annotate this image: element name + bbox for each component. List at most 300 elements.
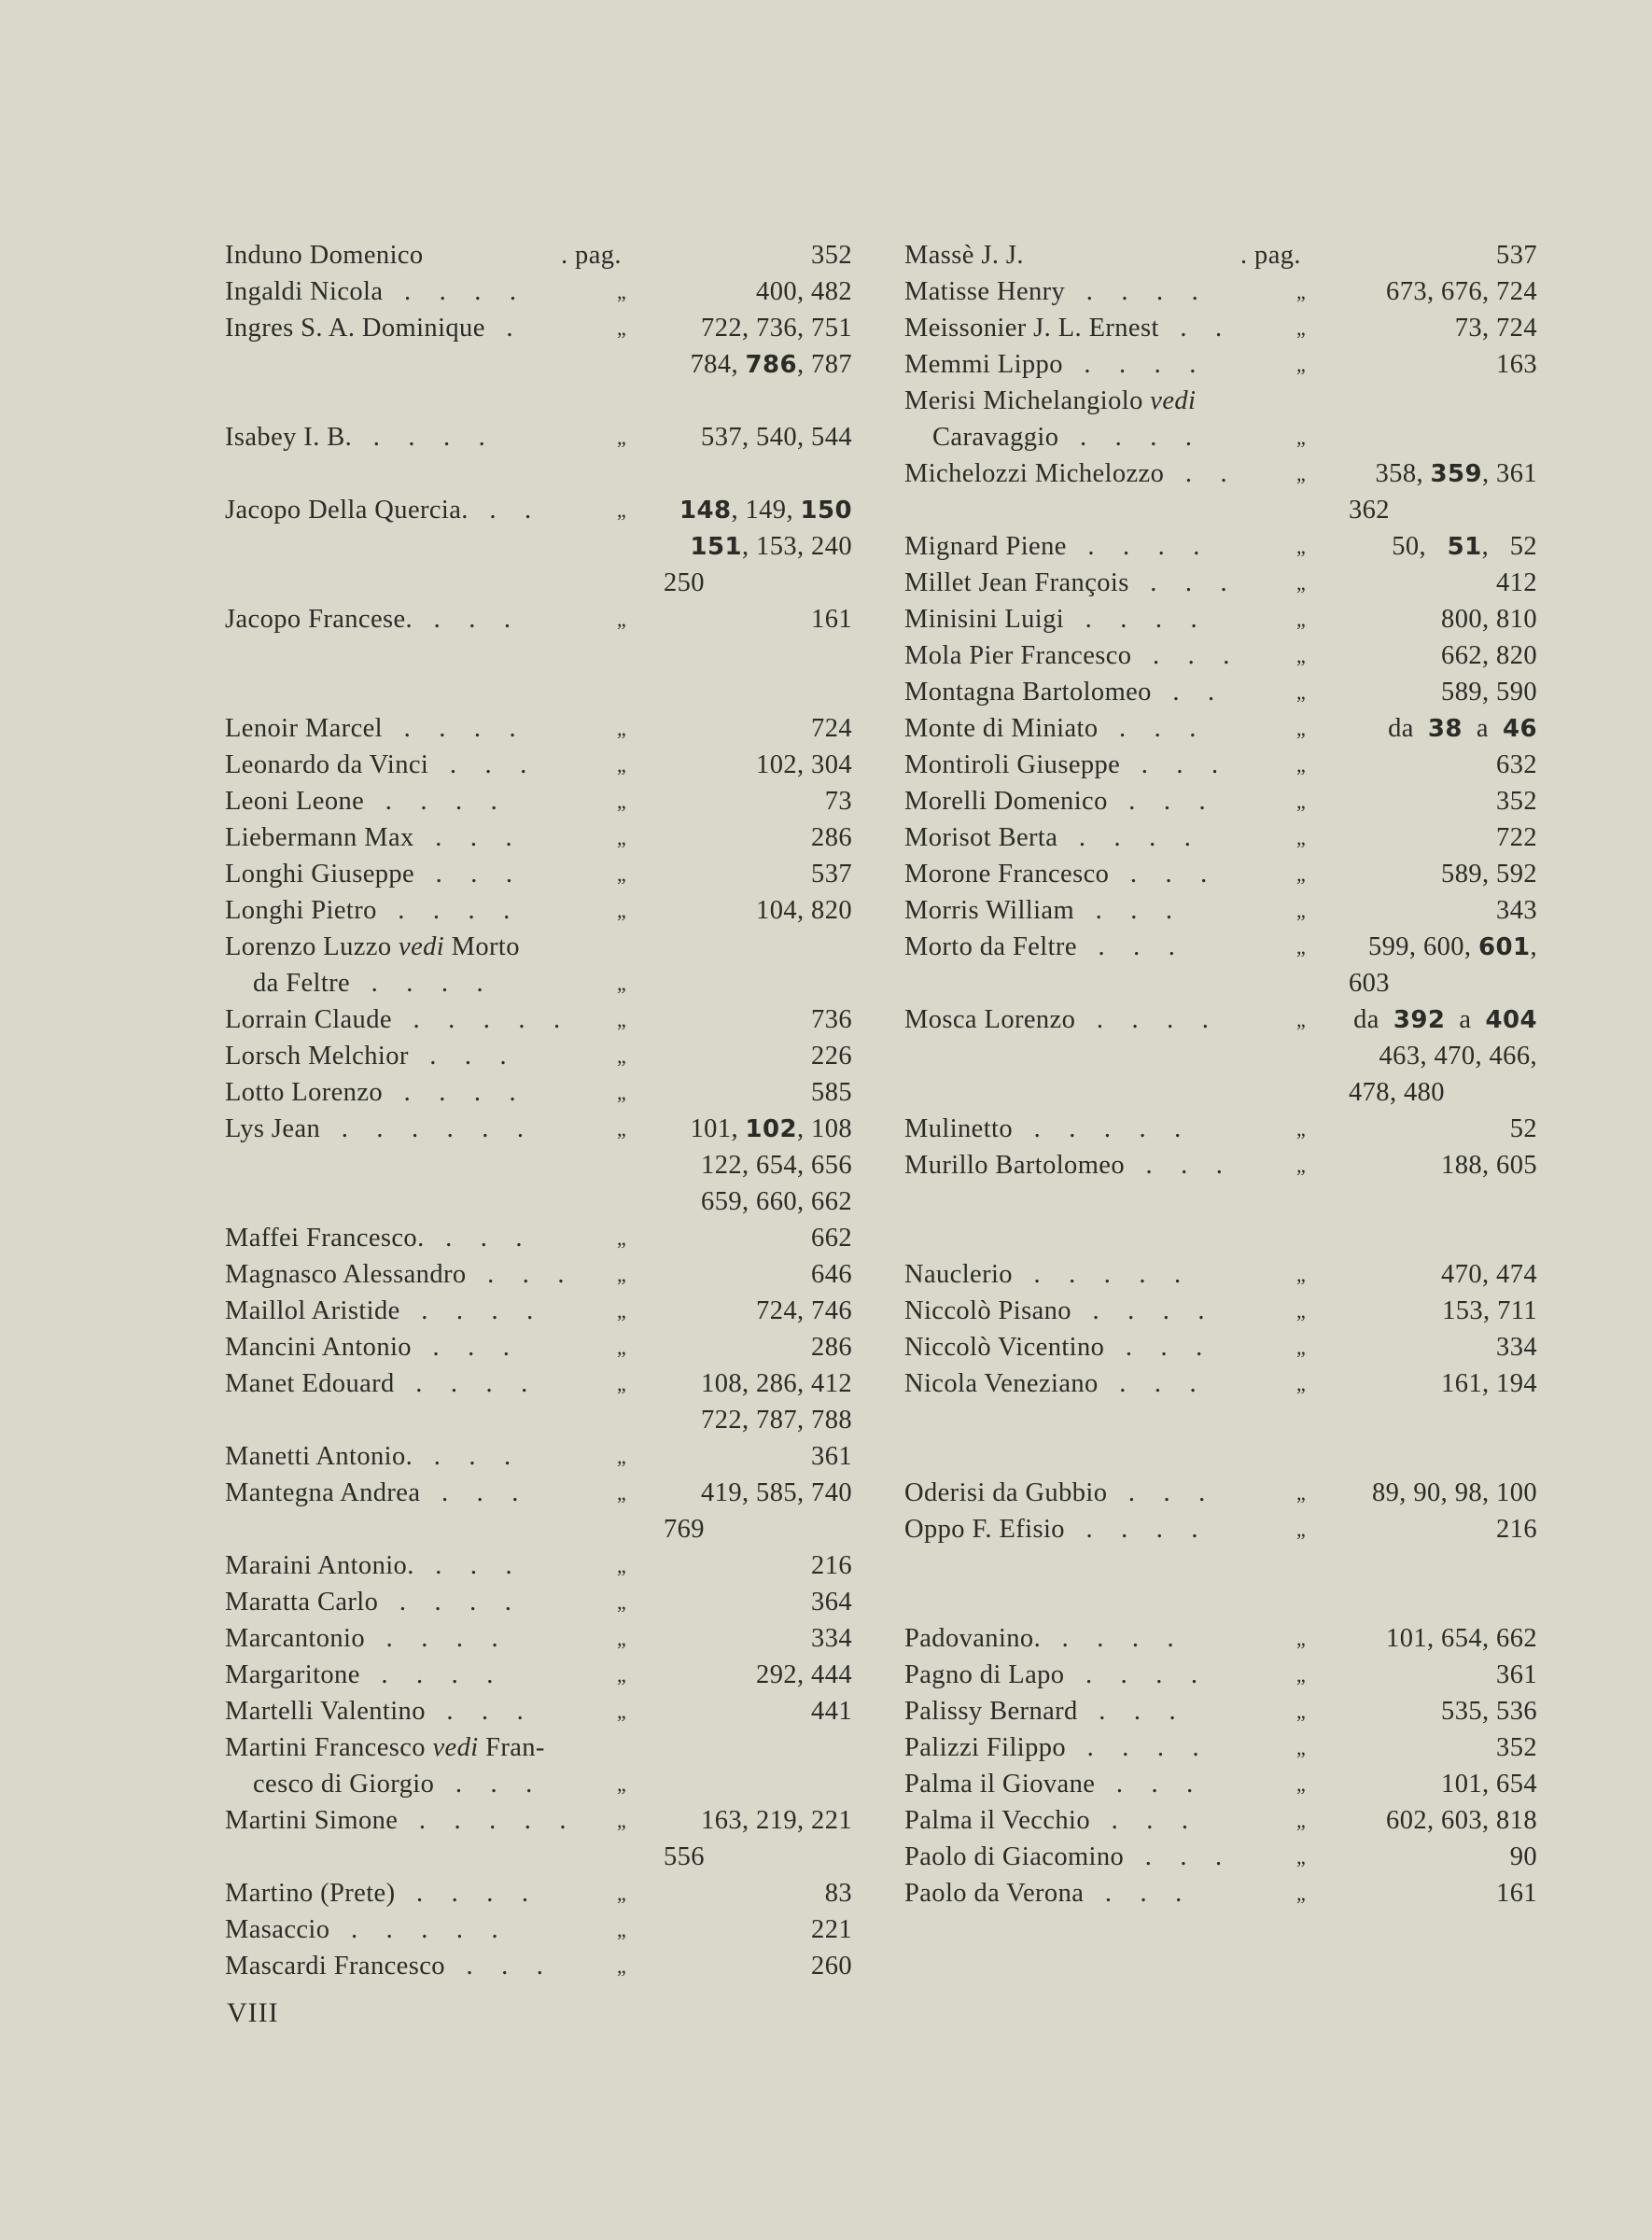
index-entry-continuation xyxy=(904,965,1537,1001)
index-entry xyxy=(225,1584,852,1620)
index-entry xyxy=(904,1147,1537,1183)
index-entry xyxy=(225,1329,852,1365)
page-numbers: 585 xyxy=(811,1078,852,1107)
entry-name: Longhi Pietro . . . . xyxy=(225,896,511,925)
entry-name: Mignard Piene . . . . xyxy=(904,532,1200,561)
entry-name: Morelli Domenico . . . xyxy=(904,787,1207,816)
entry-name: Martini Francesco vedi Fran- xyxy=(225,1733,545,1762)
ditto-mark: „ xyxy=(617,1044,627,1068)
index-entry xyxy=(225,1365,852,1402)
index-entry xyxy=(904,1693,1537,1729)
index-entry xyxy=(904,856,1537,892)
page-numbers: 334 xyxy=(1496,1333,1537,1362)
page-numbers: 108, 286, 412 xyxy=(701,1369,852,1398)
page-numbers: 632 xyxy=(1496,750,1537,779)
index-entry xyxy=(904,273,1537,310)
page-numbers: 659, 660, 662 xyxy=(701,1187,852,1216)
index-entry xyxy=(904,565,1537,601)
ditto-mark: „ xyxy=(1296,1154,1307,1177)
entry-name: Liebermann Max . . . xyxy=(225,823,513,852)
ditto-mark: „ xyxy=(1296,571,1307,595)
entry-name: Meissonier J. L. Ernest . . xyxy=(904,314,1223,343)
index-entry xyxy=(225,419,852,455)
index-entry xyxy=(225,1438,852,1475)
page-numbers: 412 xyxy=(1496,568,1537,597)
page-numbers: 216 xyxy=(811,1551,852,1580)
index-entry xyxy=(225,1293,852,1329)
entry-name: Manetti Antonio. . . . xyxy=(225,1442,511,1471)
page-numbers: 122, 654, 656 xyxy=(701,1151,852,1180)
ditto-mark: „ xyxy=(1296,1008,1307,1031)
index-entry xyxy=(904,1293,1537,1329)
index-entry-continuation xyxy=(904,1038,1537,1074)
entry-name: Isabey I. B. . . . . xyxy=(225,423,486,452)
entry-name: Manet Edouard . . . . xyxy=(225,1369,528,1398)
index-column-left xyxy=(225,237,852,1984)
index-entry xyxy=(904,1766,1537,1802)
page-numbers: 724, 746 xyxy=(756,1296,852,1325)
entry-name: Millet Jean François . . . xyxy=(904,568,1228,597)
page-numbers: 769 xyxy=(664,1515,705,1544)
ditto-mark: „ xyxy=(617,1554,627,1577)
page-numbers: 535, 536 xyxy=(1441,1697,1537,1726)
index-entry xyxy=(904,346,1537,383)
ditto-mark: „ xyxy=(1296,1299,1307,1323)
entry-name: Lorenzo Luzzo vedi Morto xyxy=(225,932,520,961)
ditto-mark: „ xyxy=(1296,1736,1307,1759)
ditto-mark: „ xyxy=(1296,1117,1307,1141)
index-entry xyxy=(904,892,1537,929)
ditto-mark: „ xyxy=(1296,1481,1307,1505)
index-entry xyxy=(225,237,852,273)
entry-name: cesco di Giorgio . . . xyxy=(253,1770,533,1799)
page-numbers: 343 xyxy=(1496,896,1537,925)
page-numbers: 364 xyxy=(811,1588,852,1617)
page-numbers: 646 xyxy=(811,1260,852,1289)
ditto-mark: „ xyxy=(1296,608,1307,631)
index-entry xyxy=(225,1475,852,1511)
page-numbers: 556 xyxy=(664,1842,705,1871)
entry-name: Palizzi Filippo . . . . xyxy=(904,1733,1200,1762)
page-numbers: 101, 102, 108 xyxy=(690,1114,852,1143)
spacer xyxy=(225,674,852,710)
ditto-mark: „ xyxy=(1296,1372,1307,1395)
index-entry xyxy=(904,783,1537,819)
entry-name: Mulinetto . . . . . xyxy=(904,1114,1182,1143)
entry-name: Longhi Giuseppe . . . xyxy=(225,860,513,889)
page-folio: VIII xyxy=(227,1997,279,2028)
index-entry xyxy=(904,1802,1537,1839)
page-numbers: 153, 711 xyxy=(1442,1296,1537,1325)
page-numbers: 148, 149, 150 xyxy=(679,496,852,525)
entry-name: Morris William . . . xyxy=(904,896,1173,925)
page-numbers: da 38 a 46 xyxy=(1388,714,1537,743)
page-numbers: 736 xyxy=(811,1005,852,1034)
entry-name: Ingaldi Nicola . . . . xyxy=(225,277,517,306)
ditto-mark: „ xyxy=(617,1918,627,1941)
index-entry xyxy=(225,1729,852,1766)
page-numbers: 463, 470, 466, xyxy=(1379,1042,1537,1071)
index-entry xyxy=(225,1766,852,1802)
entry-name: Oppo F. Efisio . . . . xyxy=(904,1515,1198,1544)
entry-name: Mancini Antonio . . . xyxy=(225,1333,511,1362)
page-numbers: 161, 194 xyxy=(1441,1369,1537,1398)
index-entry xyxy=(225,819,852,856)
page-numbers: 358, 359, 361 xyxy=(1375,459,1537,488)
index-entry xyxy=(904,1620,1537,1657)
ditto-mark: „ xyxy=(617,1445,627,1468)
page-numbers: 537 xyxy=(811,860,852,889)
index-column-right xyxy=(904,237,1537,1911)
ditto-mark: „ xyxy=(1296,644,1307,667)
entry-name: Lorrain Claude . . . . . xyxy=(225,1005,561,1034)
entry-name: Ingres S. A. Dominique . xyxy=(225,314,513,343)
ditto-mark: „ xyxy=(1296,1845,1307,1869)
index-entry xyxy=(904,1729,1537,1766)
page-numbers: 101, 654, 662 xyxy=(1386,1624,1537,1653)
page-numbers: da 392 a 404 xyxy=(1353,1005,1537,1034)
page-numbers: 52 xyxy=(1509,1114,1537,1143)
ditto-mark: „ xyxy=(617,1700,627,1723)
ditto-mark: „ xyxy=(617,426,627,449)
entry-name: Leoni Leone . . . . xyxy=(225,787,498,816)
index-entry xyxy=(904,1329,1537,1365)
index-entry xyxy=(904,1839,1537,1875)
entry-name: Memmi Lippo . . . . xyxy=(904,350,1197,379)
index-entry xyxy=(225,601,852,637)
index-entry-continuation xyxy=(225,1147,852,1183)
index-entry xyxy=(904,601,1537,637)
page-numbers: 151, 153, 240 xyxy=(690,532,852,561)
ditto-mark: „ xyxy=(617,1336,627,1359)
page-numbers: 286 xyxy=(811,823,852,852)
entry-name: Montagna Bartolomeo . . xyxy=(904,678,1215,707)
index-entry xyxy=(225,892,852,929)
ditto-mark: „ xyxy=(617,862,627,886)
page-numbers: 352 xyxy=(811,241,852,270)
page-numbers: 104, 820 xyxy=(756,896,852,925)
pag-label: . pag. xyxy=(1240,241,1301,270)
index-entry xyxy=(904,1001,1537,1038)
index-entry xyxy=(225,1911,852,1948)
page-numbers: 163 xyxy=(1496,350,1537,379)
entry-name: Morisot Berta . . . . xyxy=(904,823,1192,852)
index-entry xyxy=(904,1256,1537,1293)
page-numbers: 603 xyxy=(1349,969,1390,998)
ditto-mark: „ xyxy=(617,753,627,777)
page-numbers: 216 xyxy=(1496,1515,1537,1544)
index-entry xyxy=(225,965,852,1001)
spacer xyxy=(225,455,852,492)
ditto-mark: „ xyxy=(617,1226,627,1250)
index-entry xyxy=(225,1802,852,1839)
page-numbers: 662, 820 xyxy=(1441,641,1537,670)
ditto-mark: „ xyxy=(1296,862,1307,886)
ditto-mark: „ xyxy=(1296,935,1307,959)
page-numbers: 400, 482 xyxy=(756,277,852,306)
page-numbers: 361 xyxy=(811,1442,852,1471)
entry-name: Masaccio . . . . . xyxy=(225,1915,498,1944)
index-entry-continuation xyxy=(225,346,852,383)
page-numbers: 589, 590 xyxy=(1441,678,1537,707)
page-numbers: 478, 480 xyxy=(1349,1078,1445,1107)
ditto-mark: „ xyxy=(1296,426,1307,449)
index-entry xyxy=(225,1074,852,1111)
ditto-mark: „ xyxy=(1296,790,1307,813)
index-entry xyxy=(904,637,1537,674)
page-numbers: 724 xyxy=(811,714,852,743)
entry-name: Matisse Henry . . . . xyxy=(904,277,1199,306)
pag-label: . pag. xyxy=(561,241,622,270)
ditto-mark: „ xyxy=(617,1117,627,1141)
ditto-mark: „ xyxy=(1296,1518,1307,1541)
page-numbers: 221 xyxy=(811,1915,852,1944)
ditto-mark: „ xyxy=(1296,535,1307,558)
ditto-mark: „ xyxy=(1296,899,1307,922)
page-numbers: 800, 810 xyxy=(1441,605,1537,634)
index-entry xyxy=(904,1475,1537,1511)
entry-name: Mantegna Andrea . . . xyxy=(225,1478,519,1507)
index-entry xyxy=(904,1111,1537,1147)
entry-name: Martini Simone . . . . . xyxy=(225,1806,567,1835)
ditto-mark: „ xyxy=(617,1299,627,1323)
index-entry-continuation xyxy=(225,565,852,601)
ditto-mark: „ xyxy=(1296,1772,1307,1796)
index-entry xyxy=(225,856,852,892)
page-numbers: 292, 444 xyxy=(756,1660,852,1689)
ditto-mark: „ xyxy=(617,1081,627,1104)
entry-name: Minisini Luigi . . . . xyxy=(904,605,1198,634)
entry-name: Maraini Antonio. . . . xyxy=(225,1551,513,1580)
entry-name: Lotto Lorenzo . . . . xyxy=(225,1078,516,1107)
entry-name: Maillol Aristide . . . . xyxy=(225,1296,534,1325)
page-numbers: 784, 786, 787 xyxy=(690,350,852,379)
index-entry xyxy=(225,492,852,528)
ditto-mark: „ xyxy=(1296,353,1307,376)
index-entry-continuation xyxy=(904,492,1537,528)
index-entry xyxy=(904,710,1537,747)
entry-name: Paolo di Giacomino . . . xyxy=(904,1842,1223,1871)
index-entry-continuation xyxy=(225,1511,852,1547)
entry-name: Mola Pier Francesco . . . xyxy=(904,641,1230,670)
spacer xyxy=(904,1438,1537,1475)
page-numbers: 334 xyxy=(811,1624,852,1653)
page-numbers: 589, 592 xyxy=(1441,860,1537,889)
page-numbers: 470, 474 xyxy=(1441,1260,1537,1289)
page-numbers: 73 xyxy=(824,787,852,816)
entry-name: Leonardo da Vinci . . . xyxy=(225,750,527,779)
ditto-mark: „ xyxy=(1296,316,1307,340)
entry-name: Lenoir Marcel . . . . xyxy=(225,714,516,743)
ditto-mark: „ xyxy=(1296,1336,1307,1359)
index-entry xyxy=(904,310,1537,346)
entry-name: Michelozzi Michelozzo . . xyxy=(904,459,1227,488)
index-entry xyxy=(225,1256,852,1293)
entry-name: Palma il Giovane . . . xyxy=(904,1770,1194,1799)
entry-name: Caravaggio . . . . xyxy=(932,423,1193,452)
index-entry xyxy=(904,383,1537,419)
entry-name: Palissy Bernard . . . xyxy=(904,1697,1177,1726)
page-numbers: 602, 603, 818 xyxy=(1386,1806,1537,1835)
page-numbers: 163, 219, 221 xyxy=(701,1806,852,1835)
ditto-mark: „ xyxy=(1296,1663,1307,1687)
ditto-mark: „ xyxy=(617,1809,627,1832)
ditto-mark: „ xyxy=(617,316,627,340)
entry-name: Paolo da Verona . . . xyxy=(904,1879,1183,1908)
spacer xyxy=(904,1547,1537,1584)
entry-name: Margaritone . . . . xyxy=(225,1660,494,1689)
ditto-mark: „ xyxy=(617,280,627,303)
index-entry xyxy=(904,455,1537,492)
page-numbers: 352 xyxy=(1496,787,1537,816)
ditto-mark: „ xyxy=(1296,1627,1307,1650)
page-numbers: 673, 676, 724 xyxy=(1386,277,1537,306)
page-numbers: 599, 600, 601, xyxy=(1367,932,1537,961)
index-entry xyxy=(225,1693,852,1729)
index-entry-continuation xyxy=(225,1839,852,1875)
index-entry xyxy=(225,1111,852,1147)
entry-name: Magnasco Alessandro . . . xyxy=(225,1260,565,1289)
entry-name: Martino (Prete) . . . . xyxy=(225,1879,529,1908)
entry-name: Niccolò Vicentino . . . xyxy=(904,1333,1203,1362)
ditto-mark: „ xyxy=(1296,1882,1307,1905)
page-numbers: 50, 51, 52 xyxy=(1392,532,1537,561)
page-numbers: 90 xyxy=(1509,1842,1537,1871)
index-entry-continuation xyxy=(904,1074,1537,1111)
entry-name: Maffei Francesco. . . . xyxy=(225,1224,523,1253)
ditto-mark: „ xyxy=(617,1481,627,1505)
index-entry xyxy=(904,528,1537,565)
index-entry-continuation xyxy=(225,1402,852,1438)
page-numbers: 722, 736, 751 xyxy=(701,314,852,343)
index-entry xyxy=(225,1547,852,1584)
page-numbers: 286 xyxy=(811,1333,852,1362)
ditto-mark: „ xyxy=(617,790,627,813)
entry-name: Mosca Lorenzo . . . . xyxy=(904,1005,1210,1034)
ditto-mark: „ xyxy=(617,498,627,522)
page-numbers: 662 xyxy=(811,1224,852,1253)
page-numbers: 250 xyxy=(664,568,705,597)
ditto-mark: „ xyxy=(617,826,627,849)
index-entry-continuation xyxy=(225,1183,852,1220)
index-entry xyxy=(225,1875,852,1911)
entry-name: Nicola Veneziano . . . xyxy=(904,1369,1197,1398)
entry-name: Massè J. J. xyxy=(904,241,1024,270)
index-entry xyxy=(904,1365,1537,1402)
index-entry xyxy=(225,1620,852,1657)
page-numbers: 226 xyxy=(811,1042,852,1071)
index-entry xyxy=(904,1875,1537,1911)
entry-name: Montiroli Giuseppe . . . xyxy=(904,750,1219,779)
entry-name: Lorsch Melchior . . . xyxy=(225,1042,508,1071)
page-numbers: 362 xyxy=(1349,496,1390,525)
entry-name: Morto da Feltre . . . xyxy=(904,932,1176,961)
entry-name: Niccolò Pisano . . . . xyxy=(904,1296,1205,1325)
page-numbers: 722, 787, 788 xyxy=(701,1406,852,1435)
index-entry xyxy=(225,1948,852,1984)
page-numbers: 73, 724 xyxy=(1454,314,1537,343)
index-entry xyxy=(225,747,852,783)
ditto-mark: „ xyxy=(1296,462,1307,485)
ditto-mark: „ xyxy=(617,972,627,995)
entry-name: Maratta Carlo . . . . xyxy=(225,1588,512,1617)
index-entry xyxy=(225,310,852,346)
entry-name: Padovanino. . . . . xyxy=(904,1624,1175,1653)
spacer xyxy=(904,1584,1537,1620)
entry-name: Murillo Bartolomeo . . . xyxy=(904,1151,1224,1180)
ditto-mark: „ xyxy=(617,1954,627,1978)
page-numbers: 89, 90, 98, 100 xyxy=(1372,1478,1537,1507)
page-numbers: 161 xyxy=(811,605,852,634)
entry-name: Nauclerio . . . . . xyxy=(904,1260,1182,1289)
spacer xyxy=(225,637,852,674)
ditto-mark: „ xyxy=(617,717,627,740)
ditto-mark: „ xyxy=(1296,717,1307,740)
index-entry xyxy=(225,1220,852,1256)
ditto-mark: „ xyxy=(1296,1263,1307,1286)
index-entry xyxy=(904,237,1537,273)
ditto-mark: „ xyxy=(617,1008,627,1031)
ditto-mark: „ xyxy=(617,608,627,631)
entry-name: Induno Domenico xyxy=(225,241,424,270)
index-entry xyxy=(904,674,1537,710)
ditto-mark: „ xyxy=(617,1372,627,1395)
ditto-mark: „ xyxy=(617,1772,627,1796)
ditto-mark: „ xyxy=(617,1882,627,1905)
index-entry xyxy=(904,1657,1537,1693)
entry-name: Mascardi Francesco . . . xyxy=(225,1952,544,1981)
spacer xyxy=(904,1183,1537,1220)
page-numbers: 83 xyxy=(824,1879,852,1908)
page-numbers: 102, 304 xyxy=(756,750,852,779)
entry-name: Lys Jean . . . . . . xyxy=(225,1114,525,1143)
ditto-mark: „ xyxy=(1296,1809,1307,1832)
entry-name: da Feltre . . . . xyxy=(253,969,484,998)
index-entry xyxy=(904,747,1537,783)
entry-name: Monte di Miniato . . . xyxy=(904,714,1197,743)
entry-name: Martelli Valentino . . . xyxy=(225,1697,525,1726)
entry-name: Merisi Michelangiolo vedi xyxy=(904,386,1197,415)
ditto-mark: „ xyxy=(617,1590,627,1614)
entry-name: Marcantonio . . . . xyxy=(225,1624,498,1653)
entry-name: Morone Francesco . . . xyxy=(904,860,1208,889)
ditto-mark: „ xyxy=(1296,753,1307,777)
page-numbers: 101, 654 xyxy=(1441,1770,1537,1799)
index-entry xyxy=(225,273,852,310)
index-entry xyxy=(225,783,852,819)
ditto-mark: „ xyxy=(617,1263,627,1286)
page-numbers: 352 xyxy=(1496,1733,1537,1762)
ditto-mark: „ xyxy=(1296,826,1307,849)
index-entry xyxy=(225,1038,852,1074)
page-numbers: 419, 585, 740 xyxy=(701,1478,852,1507)
index-entry xyxy=(904,419,1537,455)
ditto-mark: „ xyxy=(617,1663,627,1687)
index-entry-continuation xyxy=(225,528,852,565)
page-numbers: 361 xyxy=(1496,1660,1537,1689)
page-numbers: 537, 540, 544 xyxy=(701,423,852,452)
index-entry xyxy=(225,1657,852,1693)
page-numbers: 722 xyxy=(1496,823,1537,852)
ditto-mark: „ xyxy=(1296,280,1307,303)
index-entry xyxy=(904,1511,1537,1547)
page-numbers: 441 xyxy=(811,1697,852,1726)
index-entry xyxy=(225,1001,852,1038)
ditto-mark: „ xyxy=(617,1627,627,1650)
spacer xyxy=(904,1220,1537,1256)
entry-name: Palma il Vecchio . . . xyxy=(904,1806,1189,1835)
index-entry xyxy=(904,929,1537,965)
